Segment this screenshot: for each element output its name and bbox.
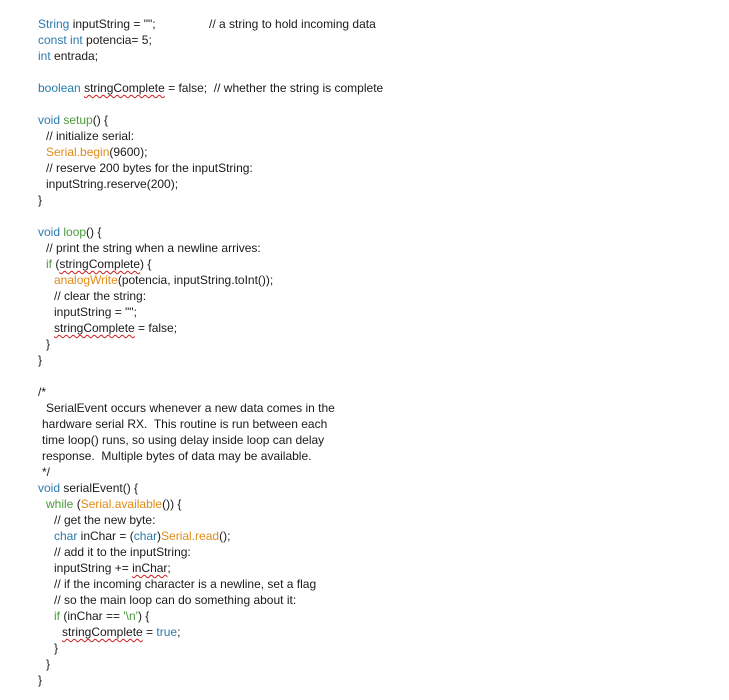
- code-line: [38, 672, 42, 688]
- code-line: [46, 240, 261, 256]
- code-line: [54, 592, 296, 608]
- code-token: () {: [86, 225, 102, 239]
- code-token: serialEvent() {: [60, 481, 139, 495]
- code-token: }: [38, 353, 43, 367]
- code-token: }: [54, 641, 59, 655]
- control-token: setup: [63, 113, 93, 127]
- code-token: // get the new byte:: [54, 513, 156, 527]
- code-token: ) {: [140, 257, 152, 271]
- code-token: }: [46, 657, 51, 671]
- code-line: [42, 448, 311, 464]
- code-line: [54, 640, 58, 656]
- code-token: potencia= 5;: [82, 33, 152, 47]
- code-token: hardware serial RX. This routine is run between each: [42, 417, 328, 431]
- code-line: [38, 384, 46, 400]
- keyword-token: boolean: [38, 81, 81, 95]
- keyword-token: void: [38, 113, 61, 127]
- code-line: [42, 432, 324, 448]
- code-line: [38, 16, 376, 32]
- code-token: inputString +=: [54, 561, 133, 575]
- code-token: // if the incoming character is a newline, set a flag: [54, 577, 317, 591]
- code-line: [54, 304, 137, 320]
- keyword-token: char: [54, 529, 78, 543]
- code-line: [38, 352, 42, 368]
- code-line: [54, 528, 230, 544]
- code-line: [42, 464, 50, 480]
- code-token: }: [38, 193, 43, 207]
- code-line: [46, 656, 50, 672]
- code-token: ;: [177, 625, 181, 639]
- code-token: ) {: [137, 609, 150, 623]
- code-token: inChar = (: [77, 529, 134, 543]
- code-token: () {: [92, 113, 109, 127]
- code-token: // add it to the inputString:: [54, 545, 191, 559]
- code-line: [46, 256, 151, 272]
- code-token: // print the string when a newline arrives:: [46, 241, 261, 255]
- control-token: if: [46, 257, 52, 271]
- code-line: [46, 400, 335, 416]
- code-token: ): [157, 529, 162, 543]
- code-line: [38, 480, 138, 496]
- code-token: (potencia, inputString.toInt());: [117, 273, 274, 287]
- code-token: (9600);: [109, 145, 148, 159]
- code-line: [62, 624, 180, 640]
- keyword-token: char: [133, 529, 158, 543]
- function-token: Serial.begin: [46, 145, 110, 159]
- code-token: */: [42, 465, 51, 479]
- code-token: // reserve 200 bytes for the inputString:: [46, 161, 253, 175]
- keyword-token: String: [38, 17, 70, 31]
- misspelled-token: stringComplete: [54, 321, 135, 335]
- code-token: }: [46, 337, 51, 351]
- code-line: [38, 48, 98, 64]
- code-line: [38, 32, 152, 48]
- keyword-token: const: [38, 33, 67, 47]
- code-token: entrada;: [50, 49, 99, 63]
- keyword-token: int: [70, 33, 83, 47]
- function-token: Serial.read: [161, 529, 220, 543]
- control-token: loop: [63, 225, 87, 239]
- code-token: = false;: [134, 321, 178, 335]
- code-token: (: [73, 497, 81, 511]
- code-line: [46, 336, 50, 352]
- code-line: [54, 544, 191, 560]
- code-token: (inChar ==: [60, 609, 124, 623]
- code-line: [38, 112, 108, 128]
- code-token: ();: [219, 529, 231, 543]
- code-line: [46, 160, 253, 176]
- code-token: inputString.reserve(200);: [46, 177, 179, 191]
- code-line: [38, 80, 383, 96]
- code-line: [54, 560, 171, 576]
- code-line: [38, 192, 42, 208]
- function-token: Serial.available: [80, 497, 163, 511]
- code-line: [38, 224, 101, 240]
- code-token: SerialEvent occurs whenever a new data comes in the: [46, 401, 335, 415]
- code-token: // clear the string:: [54, 289, 147, 303]
- misspelled-token: stringComplete: [62, 625, 143, 639]
- code-line: [46, 128, 134, 144]
- keyword-token: void: [38, 225, 61, 239]
- code-token: =: [142, 625, 157, 639]
- code-token: ;: [167, 561, 171, 575]
- code-line: [42, 416, 327, 432]
- code-line: [54, 272, 273, 288]
- misspelled-token: stringComplete: [59, 257, 141, 271]
- code-line: [54, 512, 155, 528]
- code-token: /*: [38, 385, 47, 399]
- code-line: [46, 496, 181, 512]
- code-line: [46, 144, 147, 160]
- control-token: '\n': [123, 609, 138, 623]
- code-line: [54, 288, 146, 304]
- control-token: while: [46, 497, 74, 511]
- misspelled-token: stringComplete: [84, 81, 165, 95]
- code-line: [54, 576, 316, 592]
- keyword-token: true: [156, 625, 178, 639]
- control-token: if: [54, 609, 60, 623]
- code-token: inputString = "";: [69, 17, 156, 31]
- misspelled-token: inChar: [132, 561, 168, 575]
- code-line: [46, 176, 178, 192]
- code-line: [54, 320, 177, 336]
- code-token: // a string to hold incoming data: [209, 17, 376, 31]
- code-token: response. Multiple bytes of data may be available.: [42, 449, 312, 463]
- code-token: ()) {: [162, 497, 182, 511]
- code-token: // initialize serial:: [46, 129, 135, 143]
- code-token: inputString = "";: [54, 305, 137, 319]
- code-token: (: [52, 257, 60, 271]
- code-token: // so the main loop can do something about it:: [54, 593, 297, 607]
- function-token: analogWrite: [54, 273, 118, 287]
- code-token: = false; // whether the string is complete: [164, 81, 384, 95]
- keyword-token: void: [38, 481, 61, 495]
- code-token: time loop() runs, so using delay inside loop can delay: [42, 433, 325, 447]
- keyword-token: int: [38, 49, 51, 63]
- code-line: [54, 608, 149, 624]
- code-token: }: [38, 673, 43, 687]
